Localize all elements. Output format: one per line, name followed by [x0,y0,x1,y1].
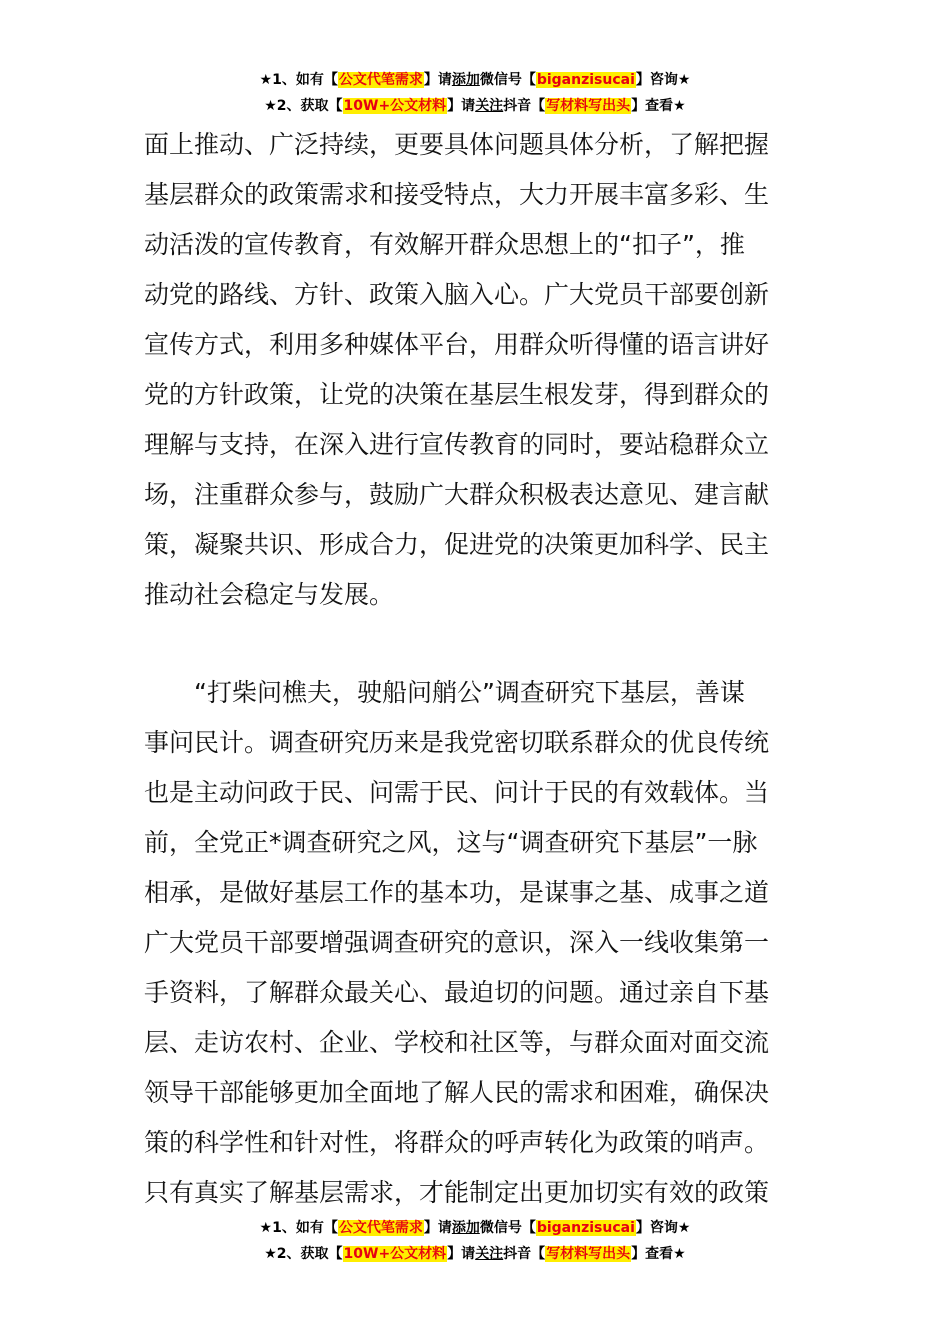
text-line: 党的方针政策，让党的决策在基层生根发芽，得到群众的 [144,380,770,409]
text-line: 手资料，了解群众最关心、最迫切的问题。通过亲自下基 [144,978,770,1007]
promo-text: 】咨询★ [635,1220,691,1236]
text-line: 层、走访农村、企业、学校和社区等，与群众面对面交流 [144,1028,770,1057]
header-promo-banner [0,67,950,119]
text-line: 只有真实了解基层需求，才能制定出更加切实有效的政策 [144,1178,770,1207]
promo-text: 】请 [423,1220,452,1236]
text-line: 推动社会稳定与发展。 [144,580,395,609]
text-line: 前，全党正*调查研究之风，这与“调查研究下基层”一脉 [144,828,758,857]
promo-text: ★2、获取【 [264,98,343,114]
text-line: 基层群众的政策需求和接受特点，大力开展丰富多彩、生 [144,180,770,209]
promo-wechat-id: biganzisucai [536,1220,635,1236]
text-line: 也是主动问政于民、问需于民、问计于民的有效载体。当 [144,778,770,807]
promo-douyin-account: 写材料写出头 [546,98,631,114]
promo-text: 】请 [423,72,452,88]
text-line: 动党的路线、方针、政策入脑入心。广大党员干部要创新 [144,280,770,309]
promo-text: ★1、如有【 [259,72,338,88]
promo-line-2 [0,1241,950,1267]
text-line: 相承，是做好基层工作的基本功，是谋事之基、成事之道 [144,878,770,907]
promo-highlight: 公文代笔需求 [338,1220,423,1236]
promo-text: 微信号【 [479,72,536,88]
promo-line-1 [0,67,950,93]
text-line: 策的科学性和针对性，将群众的呼声转化为政策的哨声。 [144,1128,770,1157]
promo-highlight: 10W+公文材料 [343,1246,447,1262]
promo-text: 】请 [447,98,476,114]
text-line: 场，注重群众参与，鼓励广大群众积极表达意见、建言献 [144,480,770,509]
promo-underline-text: 添加 [451,1220,480,1236]
text-line: 广大党员干部要增强调查研究的意识，深入一线收集第一 [144,928,770,957]
promo-underline-text: 添加 [451,72,480,88]
promo-text: 抖音【 [503,98,546,114]
promo-line-2 [0,93,950,119]
promo-line-1 [0,1215,950,1241]
promo-text: ★2、获取【 [264,1246,343,1262]
text-line: 面上推动、广泛持续，更要具体问题具体分析，了解把握 [144,130,770,159]
text-line: 策，凝聚共识、形成合力，促进党的决策更加科学、民主 [144,530,770,559]
promo-highlight: 公文代笔需求 [338,72,423,88]
promo-douyin-account: 写材料写出头 [546,1246,631,1262]
promo-text: 抖音【 [503,1246,546,1262]
text-line: 动活泼的宣传教育，有效解开群众思想上的“扣子”，推 [144,230,745,259]
footer-promo-banner [0,1215,950,1267]
promo-wechat-id: biganzisucai [536,72,635,88]
body-paragraph-1 [144,120,806,620]
promo-highlight: 10W+公文材料 [343,98,447,114]
promo-text: 微信号【 [479,1220,536,1236]
promo-underline-text: 关注 [475,98,504,114]
promo-text: ★1、如有【 [259,1220,338,1236]
text-line: 宣传方式，利用多种媒体平台，用群众听得懂的语言讲好 [144,330,770,359]
text-line: 领导干部能够更加全面地了解人民的需求和困难，确保决 [144,1078,770,1107]
body-paragraph-2 [144,668,806,1218]
text-line: 理解与支持，在深入进行宣传教育的同时，要站稳群众立 [144,430,770,459]
text-line: “打柴问樵夫，驶船问艄公”调查研究下基层，善谋 [144,678,745,707]
text-line: 事问民计。调查研究历来是我党密切联系群众的优良传统 [144,728,770,757]
promo-text: 】查看★ [631,98,686,114]
promo-text: 】请 [447,1246,476,1262]
promo-underline-text: 关注 [475,1246,504,1262]
promo-text: 】查看★ [631,1246,686,1262]
promo-text: 】咨询★ [635,72,691,88]
